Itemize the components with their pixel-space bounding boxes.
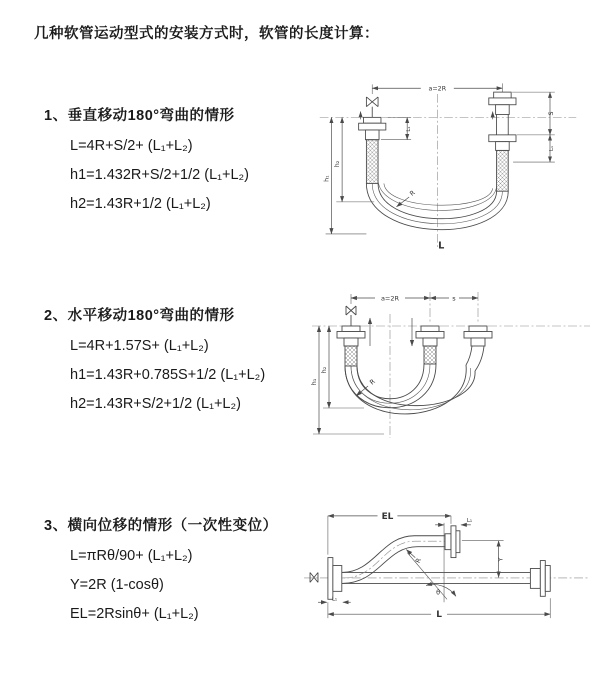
section-1 (44, 104, 249, 212)
dim-label-h2: h₂ (320, 366, 328, 374)
dim-label-a2r: a=2R (380, 294, 400, 303)
right-flange-fitting-bottom (530, 561, 550, 597)
section-1-formula-h1: h1=1.432R+S/2+1/2 (L₁+L₂) (70, 167, 250, 183)
hose-s-curve (342, 536, 449, 584)
length-label: L (438, 240, 445, 252)
left-flange-fitting (359, 117, 386, 139)
dim-label-s: S (547, 111, 555, 116)
section-3 (44, 514, 278, 622)
dim-label-y: Y (496, 557, 505, 562)
section-3-heading: 3、横向位移的情形（一次性变位） (44, 518, 278, 534)
diagram-vertical-180-bend (312, 76, 584, 252)
section-2-formula-h2: h2=1.43R+S/2+1/2 (L₁+L₂) (70, 396, 241, 412)
dim-label-a2r: a=2R (428, 85, 447, 93)
dim-label-l: L (436, 610, 442, 621)
dim-label-el: EL (381, 511, 394, 522)
section-2-formula-L: L=4R+1.57S+ (L₁+L₂) (70, 338, 209, 354)
dim-label-h1: h₁ (310, 378, 318, 386)
radius-label: R (413, 556, 423, 565)
left-flange-fitting (337, 326, 365, 346)
dim-label-l1-left: L₁ (406, 126, 413, 132)
right-flange-fitting (464, 326, 492, 346)
valve-icon (366, 97, 378, 117)
dim-label-l1-right: L₁ (548, 145, 555, 152)
dim-label-s: s (452, 294, 456, 303)
middle-flange-fitting (416, 326, 444, 346)
braided-hose-left (345, 346, 357, 366)
braided-hose-left (366, 140, 378, 184)
section-1-formula-h2: h2=1.43R+1/2 (L₁+L₂) (70, 196, 211, 212)
section-1-heading: 1、垂直移动180°弯曲的情形 (44, 108, 235, 124)
right-flange-fitting-top (445, 526, 460, 558)
left-flange-fitting (328, 558, 342, 603)
section-2 (44, 304, 265, 412)
right-leg-pipe (466, 346, 484, 371)
valve-icon (310, 572, 318, 582)
diagram-horizontal-180-bend (306, 286, 596, 442)
braided-hose-middle (424, 346, 436, 364)
section-3-formula-Y: Y=2R (1-cosθ) (70, 577, 164, 593)
radius-label: R (368, 377, 377, 387)
section-3-formula-L: L=πRθ/90+ (L₁+L₂) (70, 548, 193, 564)
page-title: 几种软管运动型式的安装方式时，软管的长度计算： (34, 26, 379, 42)
section-3-formula-EL: EL=2Rsinθ+ (L₁+L₂) (70, 606, 199, 622)
diagram-lateral-displacement (300, 503, 598, 637)
section-2-heading: 2、水平移动180°弯曲的情形 (44, 308, 235, 324)
dim-label-h2: h₂ (334, 160, 342, 168)
section-1-formula-L: L=4R+S/2+ (L₁+L₂) (70, 138, 193, 154)
valve-icon (346, 306, 356, 326)
dim-label-l1-bottom: L₁ (331, 596, 338, 603)
right-flange-fitting-upper (489, 92, 516, 114)
right-flange-fitting-lower (489, 135, 516, 151)
dim-label-h1: h₁ (323, 175, 331, 182)
angle-label: θ (436, 588, 441, 597)
radius-label: R (408, 189, 417, 198)
braided-hose-right (497, 150, 509, 191)
section-2-formula-h1: h1=1.43R+0.785S+1/2 (L₁+L₂) (70, 367, 266, 383)
dim-label-l1-top: L₁ (466, 517, 473, 524)
